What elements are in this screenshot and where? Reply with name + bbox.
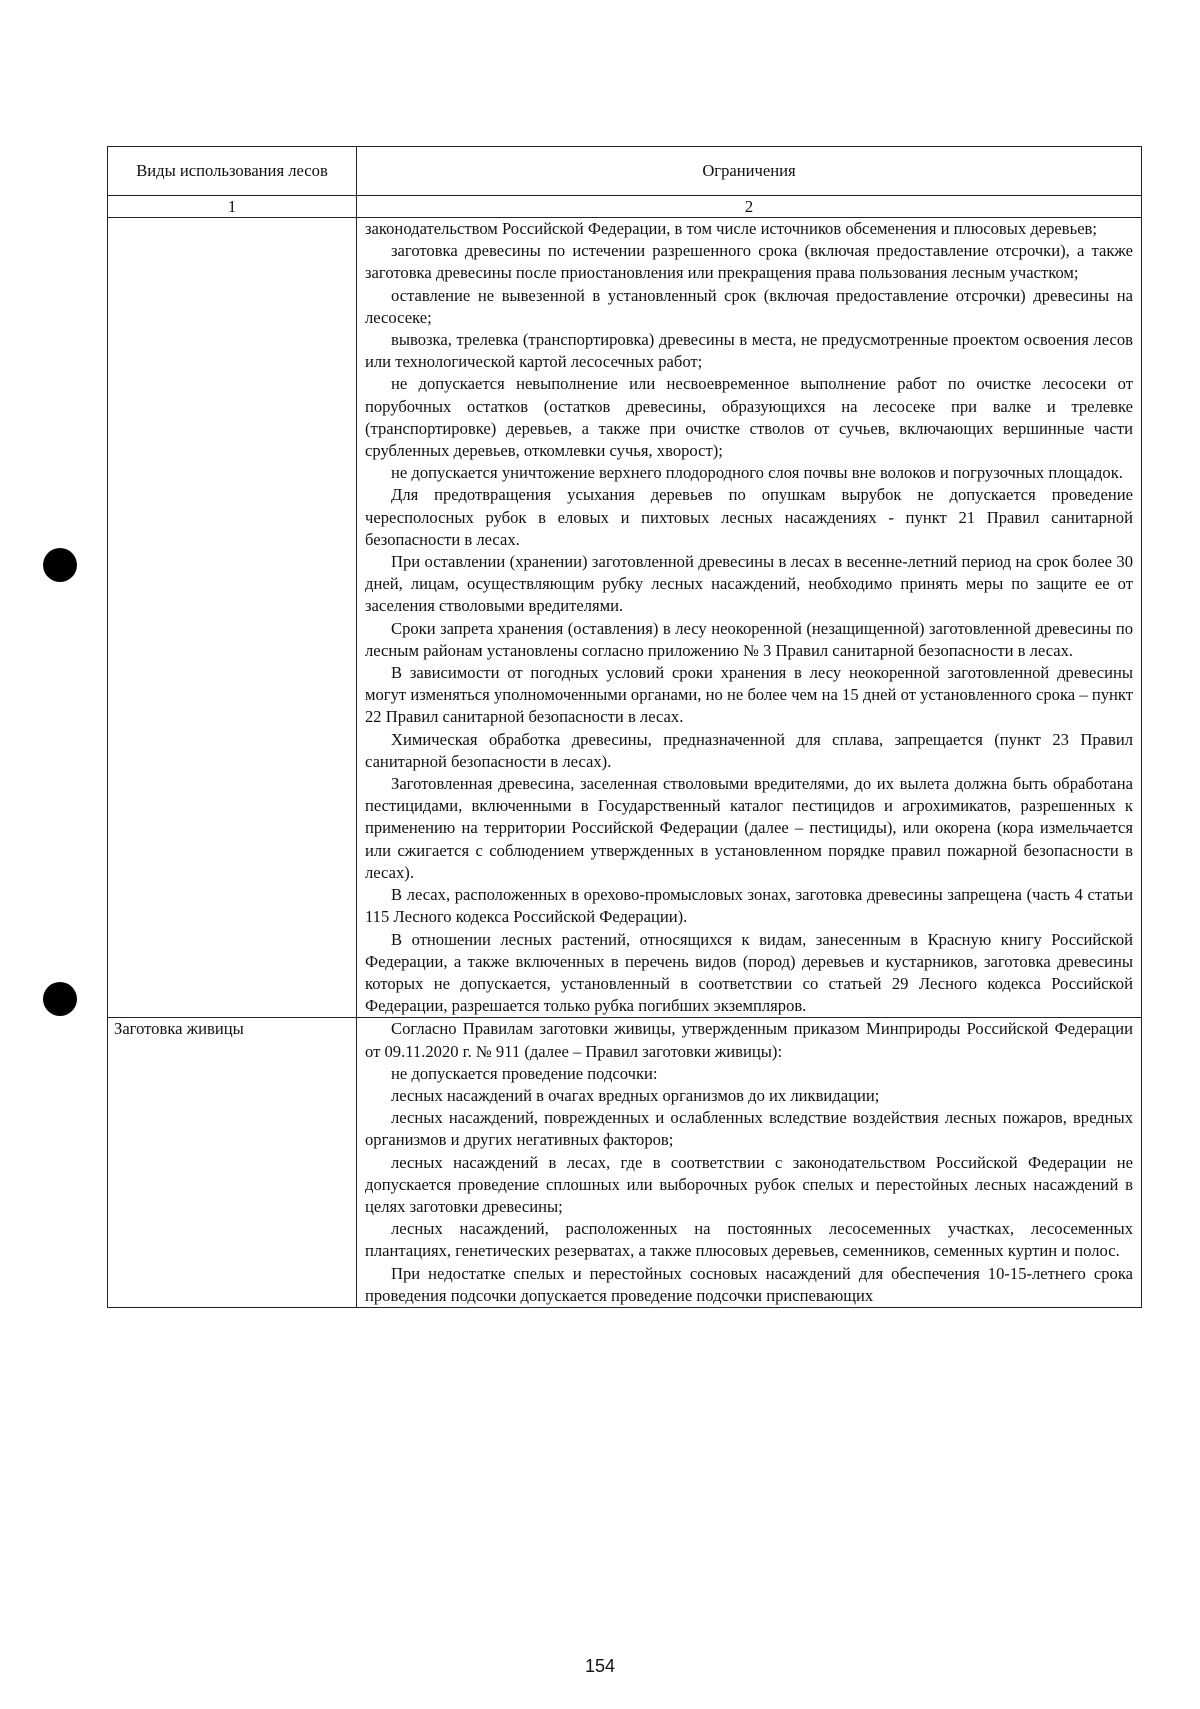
paragraph: лесных насаждений в очагах вредных организмов до их ликвидации;	[391, 1085, 880, 1105]
column-number-1: 1	[108, 196, 357, 218]
forest-use-type-cell: Заготовка живицы	[108, 1018, 357, 1308]
paragraph: При недостатке спелых и перестойных сосновых насаждений для обеспечения 10-15-летнего срока проведения подсочки допускается проведение подсочки приспевающих	[365, 1263, 1133, 1305]
paragraph: вывозка, трелевка (транспортировка) древесины в места, не предусмотренные проектом освоения лесов или технологической картой лесосечных работ;	[365, 330, 1133, 372]
page-number: 154	[584, 1656, 616, 1676]
paragraph: не допускается невыполнение или несвоевременное выполнение работ по очистке лесосеки от порубочных остатков (остатков древесины, образующихся на лесосеке при валке и трелевке (транспортировке) деревьев, а также при очистке стволов от сучьев, включающих вершинные части срубленных деревьев, откомлевки сучья, хворост);	[365, 374, 1133, 461]
paragraph: Согласно Правилам заготовки живицы, утвержденным приказом Минприроды Российской Федерации от 09.11.2020 г. № 911 (далее – Правил заготовки живицы):	[365, 1019, 1133, 1061]
punch-hole-bottom	[43, 982, 77, 1016]
paragraph: лесных насаждений, расположенных на постоянных лесосеменных участках, лесосеменных плантациях, генетических резерватах, а также плюсовых деревьев, семенников, семенных куртин и полос.	[365, 1219, 1133, 1261]
column-number-2: 2	[357, 196, 1142, 218]
paragraph: законодательством Российской Федерации, в том числе источников обсеменения и плюсовых деревьев;	[365, 219, 1098, 238]
punch-hole-top	[43, 548, 77, 582]
paragraph: При оставлении (хранении) заготовленной древесины в лесах в весенне-летний период на срок более 30 дней, лицам, осуществляющим рубку лесных насаждений, необходимо принять меры по защите ее от заселения стволовыми вредителями.	[365, 552, 1133, 616]
paragraph: Заготовленная древесина, заселенная стволовыми вредителями, до их вылета должна быть обработана пестицидами, включенными в Государственный каталог пестицидов и агрохимикатов, разрешенных к применению на территории Российской Федерации (далее – пестициды), или окорена (кора измельчается или сжигается с соблюдением утвержденных в установленном порядке правил пожарной безопасности в лесах).	[365, 774, 1133, 882]
paragraph: В отношении лесных растений, относящихся к видам, занесенным в Красную книгу Российской Федерации, а также включенных в перечень видов (пород) деревьев и кустарников, заготовка древесины которых не допускается, установленный в соответствии со статьей 29 Лесного кодекса Российской Федерации, разрешается только рубка погибших экземпляров.	[365, 929, 1133, 1016]
header-restrictions: Ограничения	[357, 147, 1142, 196]
paragraph: Для предотвращения усыхания деревьев по опушкам вырубок не допускается проведение чересполосных рубок в еловых и пихтовых лесных насаждениях - пункт 21 Правил санитарной безопасности в лесах.	[365, 485, 1133, 549]
restrictions-cell	[357, 1018, 1142, 1308]
table-row	[108, 1018, 1142, 1308]
header-forest-use-types: Виды использования лесов	[108, 147, 357, 196]
paragraph: лесных насаждений в лесах, где в соответствии с законодательством Российской Федерации не допускается проведение сплошных или выборочных рубок спелых и перестойных лесных насаждений в целях заготовки древесины;	[365, 1152, 1133, 1216]
restrictions-cell	[357, 218, 1142, 1018]
paragraph: оставление не вывезенной в установленный срок (включая предоставление отсрочки) древесины на лесосеке;	[365, 285, 1133, 327]
paragraph: не допускается уничтожение верхнего плодородного слоя почвы вне волоков и погрузочных площадок.	[391, 463, 1123, 483]
paragraph: Сроки запрета хранения (оставления) в лесу неокоренной (незащищенной) заготовленной древесины по лесным районам установлены согласно приложению № 3 Правил санитарной безопасности в лесах.	[365, 618, 1133, 660]
paragraph: лесных насаждений, поврежденных и ослабленных вследствие воздействия лесных пожаров, вредных организмов и других негативных факторов;	[365, 1108, 1133, 1150]
column-number-row	[108, 196, 1142, 218]
restrictions-table	[107, 146, 1142, 1308]
paragraph: Химическая обработка древесины, предназначенной для сплава, запрещается (пункт 23 Правил санитарной безопасности в лесах).	[365, 729, 1133, 771]
paragraph: не допускается проведение подсочки:	[391, 1063, 658, 1083]
table-header-row	[108, 147, 1142, 196]
table-row	[108, 218, 1142, 1018]
paragraph: В зависимости от погодных условий сроки хранения в лесу неокоренной заготовленной древесины могут изменяться уполномоченными органами, но не более чем на 15 дней от установленного срока – пункт 22 Правил санитарной безопасности в лесах.	[365, 663, 1133, 727]
paragraph: В лесах, расположенных в орехово-промысловых зонах, заготовка древесины запрещена (часть 4 статьи 115 Лесного кодекса Российской Федерации).	[365, 885, 1133, 927]
paragraph: заготовка древесины по истечении разрешенного срока (включая предоставление отсрочки), а также заготовка древесины после приостановления или прекращения права пользования лесным участком;	[365, 241, 1133, 283]
forest-use-type-cell	[108, 218, 357, 1018]
